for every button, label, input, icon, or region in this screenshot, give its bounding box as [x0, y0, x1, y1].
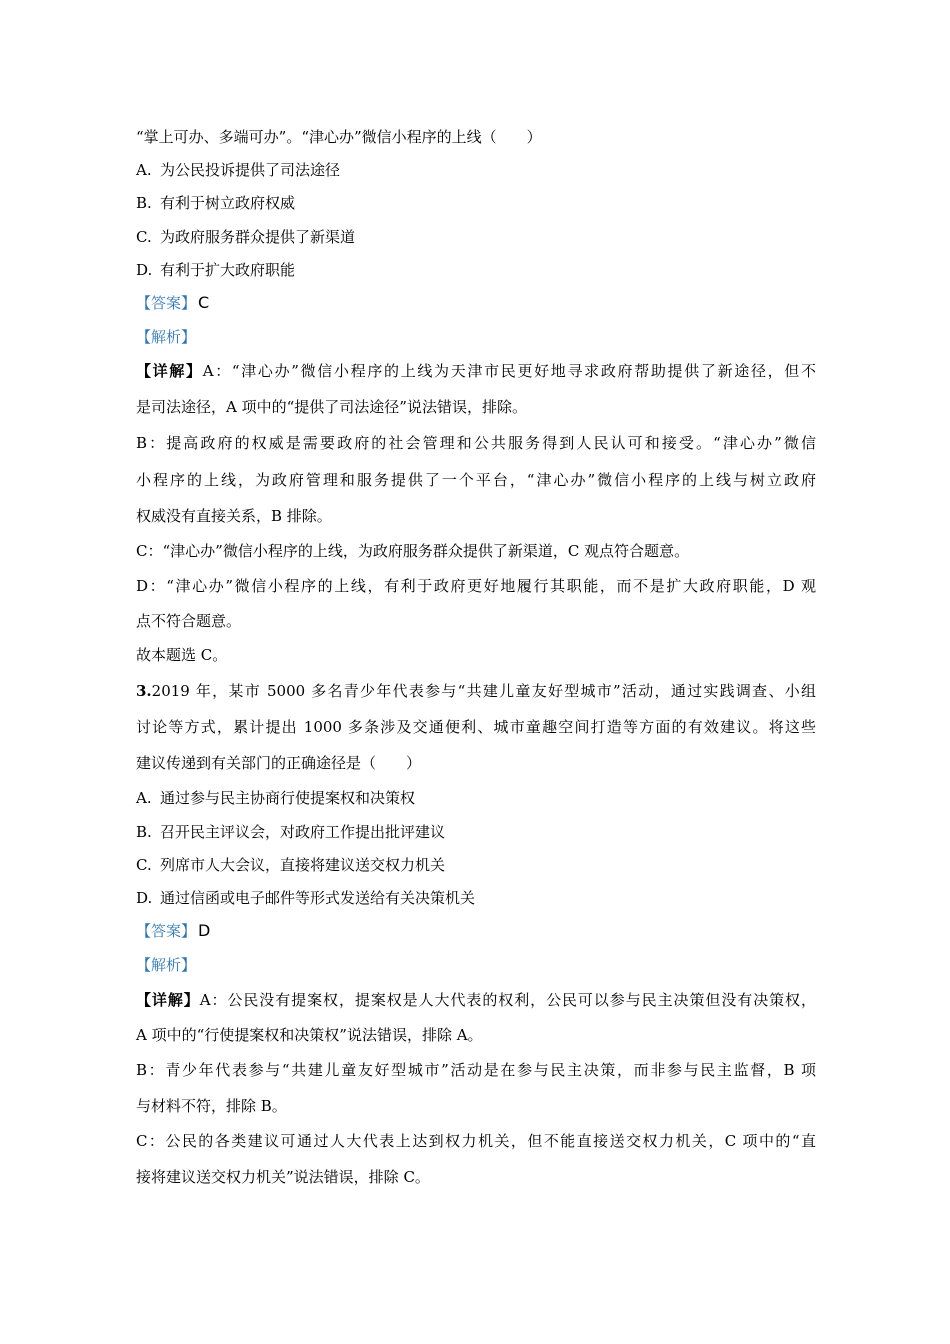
option-text: 为政府服务群众提供了新渠道 [160, 228, 356, 246]
detail-tag: 【详解】 [136, 362, 203, 380]
option-letter: D. [136, 261, 153, 279]
q3-analysis [136, 955, 816, 975]
q3-option-b [136, 822, 816, 842]
option-text: 通过信函或电子邮件等形式发送给有关决策机关 [160, 889, 476, 907]
q2-option-c [136, 227, 816, 247]
answer-value: D [198, 921, 211, 940]
option-letter: B. [136, 823, 152, 841]
q2-analysis [136, 327, 816, 347]
q2-detail-line-8: 点不符合题意。 [136, 612, 242, 630]
q2-detail-line-7: D：“津心办”微信小程序的上线，有利于政府更好地履行其职能，而不是扩大政府职能，D 观 [136, 577, 816, 595]
detail-text: A：公民没有提案权，提案权是人大代表的权利，公民可以参与民主决策但没有决策权， [199, 991, 816, 1009]
q3-option-c [136, 855, 816, 875]
q3-stem-line-1 [136, 681, 816, 701]
option-text: 列席市人大会议，直接将建议送交权力机关 [160, 856, 446, 874]
q3-stem-line-3: 建议传递到有关部门的正确途径是（ ） [136, 754, 422, 772]
q3-detail-line-5: C：公民的各类建议可通过人大代表上达到权力机关，但不能直接送交权力机关，C 项中的“直 [136, 1132, 816, 1150]
q2-option-a [136, 160, 816, 180]
stem-text: 2019 年，某市 5000 多名青少年代表参与“共建儿童友好型城市”活动，通过实践调查、小组 [151, 682, 816, 700]
option-text: 通过参与民主协商行使提案权和决策权 [160, 789, 416, 807]
q2-answer [136, 293, 816, 313]
q3-stem-line-2: 讨论等方式，累计提出 1000 多条涉及交通便利、城市童趣空间打造等方面的有效建议。将这些 [136, 718, 816, 736]
option-letter: A. [136, 161, 152, 179]
q3-option-d [136, 888, 816, 908]
option-text: 召开民主评议会，对政府工作提出批评建议 [160, 823, 446, 841]
q3-option-a [136, 788, 816, 808]
option-letter: C. [136, 228, 152, 246]
q3-answer [136, 921, 816, 941]
q3-detail-line-4: 与材料不符，排除 B。 [136, 1097, 287, 1115]
q2-detail-line-2: 是司法途径，A 项中的“提供了司法途径”说法错误，排除。 [136, 398, 527, 416]
answer-tag: 【答案】 [136, 294, 197, 312]
answer-value: C [198, 293, 210, 312]
option-letter: C. [136, 856, 152, 874]
option-letter: B. [136, 194, 152, 212]
analysis-tag: 【解析】 [136, 956, 197, 974]
detail-tag: 【详解】 [136, 991, 200, 1009]
detail-text: A：“津心办”微信小程序的上线为天津市民更好地寻求政府帮助提供了新途径，但不 [202, 362, 816, 380]
q3-detail-line-1 [136, 990, 816, 1010]
q2-conclusion: 故本题选 C。 [136, 646, 228, 664]
option-letter: D. [136, 889, 153, 907]
q2-stem-tail: “掌上可办、多端可办”。“津心办”微信小程序的上线（ ） [136, 128, 542, 146]
q3-detail-line-2: A 项中的“行使提案权和决策权”说法错误，排除 A。 [136, 1026, 483, 1044]
option-text: 有利于树立政府权威 [160, 194, 296, 212]
q3-detail-line-3: B：青少年代表参与“共建儿童友好型城市”活动是在参与民主决策，而非参与民主监督，B 项 [136, 1061, 816, 1079]
q2-option-d [136, 260, 816, 280]
q2-detail-line-1 [136, 361, 816, 381]
option-letter: A. [136, 789, 152, 807]
answer-tag: 【答案】 [136, 922, 197, 940]
analysis-tag: 【解析】 [136, 328, 197, 346]
option-text: 有利于扩大政府职能 [160, 261, 296, 279]
q3-detail-line-6: 接将建议送交权力机关”说法错误，排除 C。 [136, 1168, 430, 1186]
q2-detail-line-3: B：提高政府的权威是需要政府的社会管理和公共服务得到人民认可和接受。“津心办”微信 [136, 434, 816, 452]
option-text: 为公民投诉提供了司法途径 [160, 161, 341, 179]
q2-option-b [136, 193, 816, 213]
q2-detail-line-6: C：“津心办”微信小程序的上线，为政府服务群众提供了新渠道，C 观点符合题意。 [136, 542, 690, 560]
q2-detail-line-4: 小程序的上线，为政府管理和服务提供了一个平台，“津心办”微信小程序的上线与树立政府 [136, 471, 816, 489]
q2-detail-line-5: 权威没有直接关系，B 排除。 [136, 507, 332, 525]
question-number: 3. [136, 682, 152, 700]
